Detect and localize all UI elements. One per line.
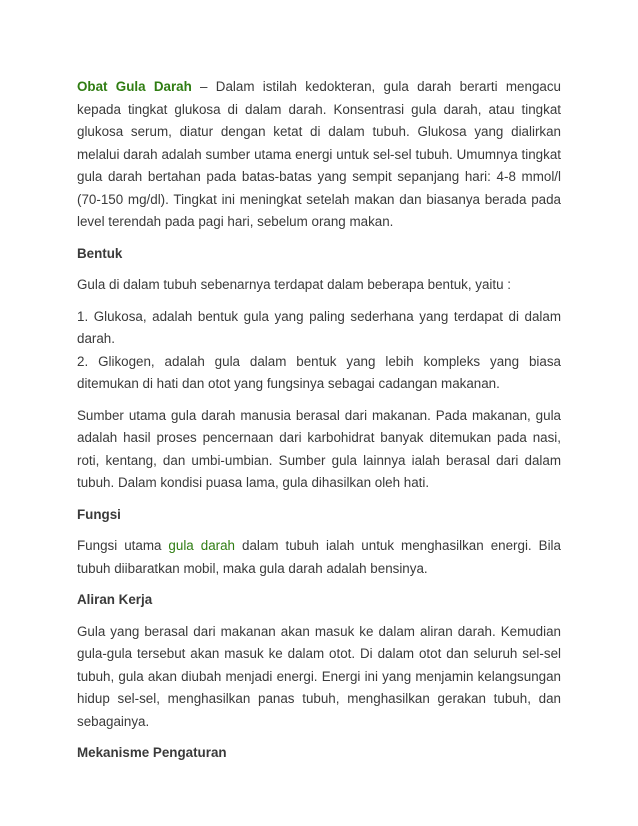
intro-paragraph (77, 76, 561, 234)
gula-darah-link[interactable]: gula darah (168, 538, 235, 553)
fungsi-text-before: Fungsi utama (77, 538, 169, 553)
intro-text: – Dalam istilah kedokteran, gula darah berarti mengacu kepada tingkat glukosa di dalam darah. Konsentrasi gula darah, atau tingkat glukosa serum, diatur dengan ketat di dalam tubuh. Glukosa yang dialirkan melalui darah adalah sumber utama energi untuk sel-sel tubuh. Umumnya tingkat gula darah bertahan pada batas-batas yang sempit sepanjang hari: 4-8 mmol/l (70-150 mg/dl). Tingkat ini meningkat setelah makan dan biasanya berada pada level terendah pada pagi hari, sebelum orang makan. (77, 79, 561, 229)
heading-fungsi: Fungsi (77, 506, 121, 522)
bentuk-intro: Gula di dalam tubuh sebenarnya terdapat dalam beberapa bentuk, yaitu : (77, 277, 511, 292)
heading-aliran-kerja: Aliran Kerja (77, 592, 153, 607)
article-body (77, 76, 561, 774)
bentuk-paragraph: Sumber utama gula darah manusia berasal dari makanan. Pada makanan, gula adalah hasil proses pencernaan dari karbohidrat banyak ditemukan pada nasi, roti, kentang, dan umbi-umbian. Sumber gula lainnya ialah berasal dari dalam tubuh. Dalam kondisi puasa lama, gula dihasilkan oleh hati. (77, 407, 561, 490)
list-item: 1. Glukosa, adalah bentuk gula yang paling sederhana yang terdapat di dalam darah. (77, 308, 561, 346)
fungsi-text-after: dalam tubuh ialah untuk menghasilkan energi. Bila tubuh diibaratkan mobil, maka gula darah adalah bensinya. (77, 538, 561, 576)
fungsi-paragraph (77, 535, 561, 580)
heading-bentuk: Bentuk (77, 245, 123, 261)
aliran-paragraph: Gula yang berasal dari makanan akan masuk ke dalam aliran darah. Kemudian gula-gula tersebut akan masuk ke dalam otot. Di dalam otot dan seluruh sel-sel tubuh, gula akan diubah menjadi energi. Energi ini yang menjamin kelangsungan hidup sel-sel, menghasilkan panas tubuh, menghasilkan gerakan tubuh, dan sebagainya. (77, 623, 561, 729)
heading-mekanisme-pengaturan: Mekanisme Pengaturan (77, 745, 227, 760)
bentuk-list (77, 306, 561, 396)
list-item: 2. Glikogen, adalah gula dalam bentuk yang lebih kompleks yang biasa ditemukan di hati dan otot yang fungsinya sebagai cadangan makanan. (77, 353, 561, 391)
intro-lead: Obat Gula Darah (77, 79, 192, 94)
